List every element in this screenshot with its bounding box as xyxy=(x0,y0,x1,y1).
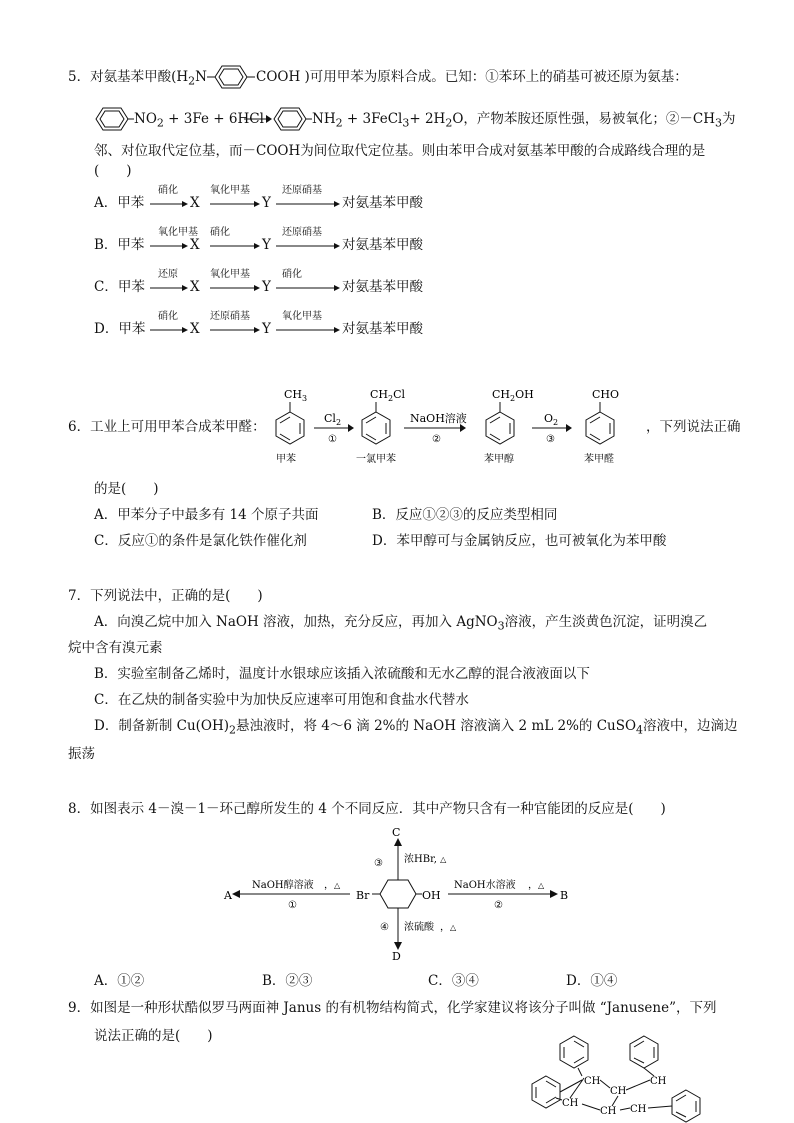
name-benzyl-alcohol: 苯甲醇 xyxy=(484,454,514,465)
q8-answer-b: B．②③ xyxy=(262,973,313,989)
q6-option-a: A．甲苯分子中最多有 14 个原子共面 xyxy=(94,507,319,523)
q5-option-3-cond2: 还原硝基 xyxy=(210,311,250,322)
janusene-structure xyxy=(526,1032,726,1120)
q8-answer-c: C．③④ xyxy=(428,973,479,989)
cond4-label: 浓硫酸 xyxy=(404,922,434,933)
br-label: Br xyxy=(356,889,370,902)
q5-benzene-inline xyxy=(207,64,255,90)
cond3-label: 浓HBr, △ xyxy=(404,854,447,865)
q7-option-a: A．向溴乙烷中加入 NaOH 溶液，加热，充分反应，再加入 AgNO$_3$溶液，产生淡黄色沉淀，证明溴乙 xyxy=(94,614,708,633)
oh-label: OH xyxy=(422,889,441,902)
q5-paren: ( ) xyxy=(94,163,132,179)
q5-option-1-x: X xyxy=(190,237,200,253)
q5-option-1-label: B．甲苯 xyxy=(94,237,145,253)
q5-option-1-cond1: 氧化甲基 xyxy=(158,227,198,238)
step4-label: ④ xyxy=(380,922,389,933)
benzyl-alcohol-structure xyxy=(486,388,534,444)
q7-option-d-cont: 振荡 xyxy=(68,746,95,762)
cho-label: CHO xyxy=(592,388,620,401)
q5-option-0-y: Y xyxy=(262,195,271,211)
q6-stem-tail: ，下列说法正确 xyxy=(646,419,741,435)
q5-option-3-label: D．甲苯 xyxy=(94,321,146,337)
q5-option-0-product: 对氨基苯甲酸 xyxy=(342,195,423,211)
q5-option-3-product: 对氨基苯甲酸 xyxy=(342,321,423,337)
q5-option-0-arrows xyxy=(150,197,350,211)
q5-option-1-product: 对氨基苯甲酸 xyxy=(342,237,423,253)
ch-label-4: CH xyxy=(600,1106,617,1117)
q5-option-0-label: A．甲苯 xyxy=(94,195,145,211)
q8-answer-a: A．①② xyxy=(94,973,145,989)
q5-option-3-x: X xyxy=(190,321,200,337)
name-benzaldehyde: 苯甲醛 xyxy=(584,454,614,465)
step1-label: ① xyxy=(328,434,337,445)
q7-option-a-cont: 烷中含有溴元素 xyxy=(68,640,163,656)
q6-option-b: B．反应①②③的反应类型相同 xyxy=(372,507,558,523)
ch-label-1: CH xyxy=(584,1076,601,1087)
ch-label-5: CH xyxy=(630,1104,647,1115)
q5-option-2-arrows xyxy=(150,281,350,295)
q5-equation-right: $NH_2$ + 3FeCl$_3$+ $2H_2O$，产物苯胺还原性强，易被氧化；$②-CH_3$为 xyxy=(312,111,736,130)
naoh-label: NaOH溶液 xyxy=(410,412,467,425)
ch2cl-label: $CH_2Cl$ xyxy=(370,388,406,403)
name-benzyl-chloride: 一氯甲苯 xyxy=(356,454,396,465)
q7-stem: 7．下列说法中，正确的是( ) xyxy=(68,588,263,604)
step3-label: ③ xyxy=(546,434,555,445)
name-toluene: 甲苯 xyxy=(276,454,296,465)
cond1-label: NaOH醇溶液 xyxy=(252,880,314,891)
q8-answer-d: D．①④ xyxy=(566,973,618,989)
q5-benzene-no2 xyxy=(94,106,134,132)
q5-option-2-y: Y xyxy=(262,279,271,295)
q7-option-b: B．实验室制备乙烯时，温度计水银球应该插入浓硫酸和无水乙醇的混合液液面以下 xyxy=(94,666,590,682)
q6-stem: 6．工业上可用甲苯合成苯甲醛： xyxy=(68,419,266,435)
toluene-structure xyxy=(276,388,307,444)
product-d: D xyxy=(392,950,401,963)
q5-option-0-x: X xyxy=(190,195,200,211)
q5-option-2-cond2: 氧化甲基 xyxy=(210,269,250,280)
q5-eq-arrow xyxy=(244,112,272,126)
cond4-comma: ，△ xyxy=(440,922,457,933)
q5-option-1-cond3: 还原硝基 xyxy=(282,227,322,238)
cond2-comma: ，△ xyxy=(528,880,545,891)
ch3-label: $CH_3$ xyxy=(284,388,308,403)
step2-label: ② xyxy=(432,434,441,445)
q5-option-2-label: C．甲苯 xyxy=(94,279,145,295)
ch2oh-label: $CH_2OH$ xyxy=(492,388,534,403)
ch-label-3: CH xyxy=(610,1086,627,1097)
product-a: A xyxy=(224,889,232,902)
q8-stem: 8．如图表示 4－溴－1－环己醇所发生的 4 个不同反应．其中产物只含有一种官能团的反应是( ) xyxy=(68,801,666,817)
q5-option-2-cond1: 还原 xyxy=(158,269,178,280)
q5-option-2-product: 对氨基苯甲酸 xyxy=(342,279,423,295)
ch-label-2: CH xyxy=(562,1098,579,1109)
product-c: C xyxy=(392,826,401,839)
step1-label: ① xyxy=(288,900,297,911)
cyclohexane-ring xyxy=(380,880,416,908)
cond2-label: NaOH水溶液 xyxy=(454,880,516,891)
q7-option-c: C．在乙炔的制备实验中为加快反应速率可用饱和食盐水代替水 xyxy=(94,692,469,708)
q5-option-1-cond2: 硝化 xyxy=(210,227,230,238)
q6-scheme xyxy=(262,384,642,464)
q5-option-0-cond2: 氧化甲基 xyxy=(210,185,250,196)
q5-option-0-cond1: 硝化 xyxy=(158,185,178,196)
step2-label: ② xyxy=(494,900,503,911)
benzyl-chloride-structure xyxy=(362,388,406,444)
q6-option-c: C．反应①的条件是氯化铁作催化剂 xyxy=(94,533,307,549)
q5-option-3-y: Y xyxy=(262,321,271,337)
benzaldehyde-structure xyxy=(586,388,619,444)
q5-option-0-cond3: 还原硝基 xyxy=(282,185,322,196)
q5-stem: 5．对氨基苯甲酸($H_2N$ xyxy=(68,69,207,88)
q5-option-2-x: X xyxy=(190,279,200,295)
q7-option-d: D．制备新制 $Cu(OH)_2$悬浊液时，将 4～6 滴 2%的 NaOH 溶液滴入 2 mL 2%的 CuSO$_4$溶液中，边滴边 xyxy=(94,718,738,737)
q6-option-d: D．苯甲醇可与金属钠反应，也可被氧化为苯甲酸 xyxy=(372,533,667,549)
q5-equation-left: $NO_2 + 3Fe + 6HCl$ xyxy=(134,111,264,130)
q8-scheme xyxy=(222,822,572,962)
q5-option-3-cond1: 硝化 xyxy=(158,311,178,322)
q5-stem-cont: COOH )可用甲苯为原料合成。已知：①苯环上的硝基可被还原为氨基： xyxy=(256,69,688,85)
q9-stem: 9．如图是一种形状酷似罗马两面神 Janus 的有机物结构简式，化学家建议将该分子叫做 “Janusene”，下列 xyxy=(68,1000,717,1016)
q5-option-2-cond3: 硝化 xyxy=(282,269,302,280)
q5-benzene-nh2 xyxy=(272,106,312,132)
cond1-comma: ，△ xyxy=(324,880,341,891)
q5-option-3-arrows xyxy=(150,323,350,337)
q5-option-3-cond3: 氧化甲基 xyxy=(282,311,322,322)
ch-label-6: CH xyxy=(650,1076,667,1087)
q5-option-1-arrows xyxy=(150,239,350,253)
q6-line2: 的是( ) xyxy=(94,481,159,497)
cl2-label: $Cl_2$ xyxy=(324,412,342,427)
step3-label: ③ xyxy=(374,858,383,869)
q5-line3: 邻、对位取代定位基，而－COOH为间位取代定位基。则由苯甲合成对氨基苯甲酸的合成路线合理的是 xyxy=(94,143,706,159)
o2-label: $O_2$ xyxy=(544,412,559,427)
product-b: B xyxy=(560,889,569,902)
q9-line2: 说法正确的是( ) xyxy=(94,1028,213,1044)
q5-option-1-y: Y xyxy=(262,237,271,253)
